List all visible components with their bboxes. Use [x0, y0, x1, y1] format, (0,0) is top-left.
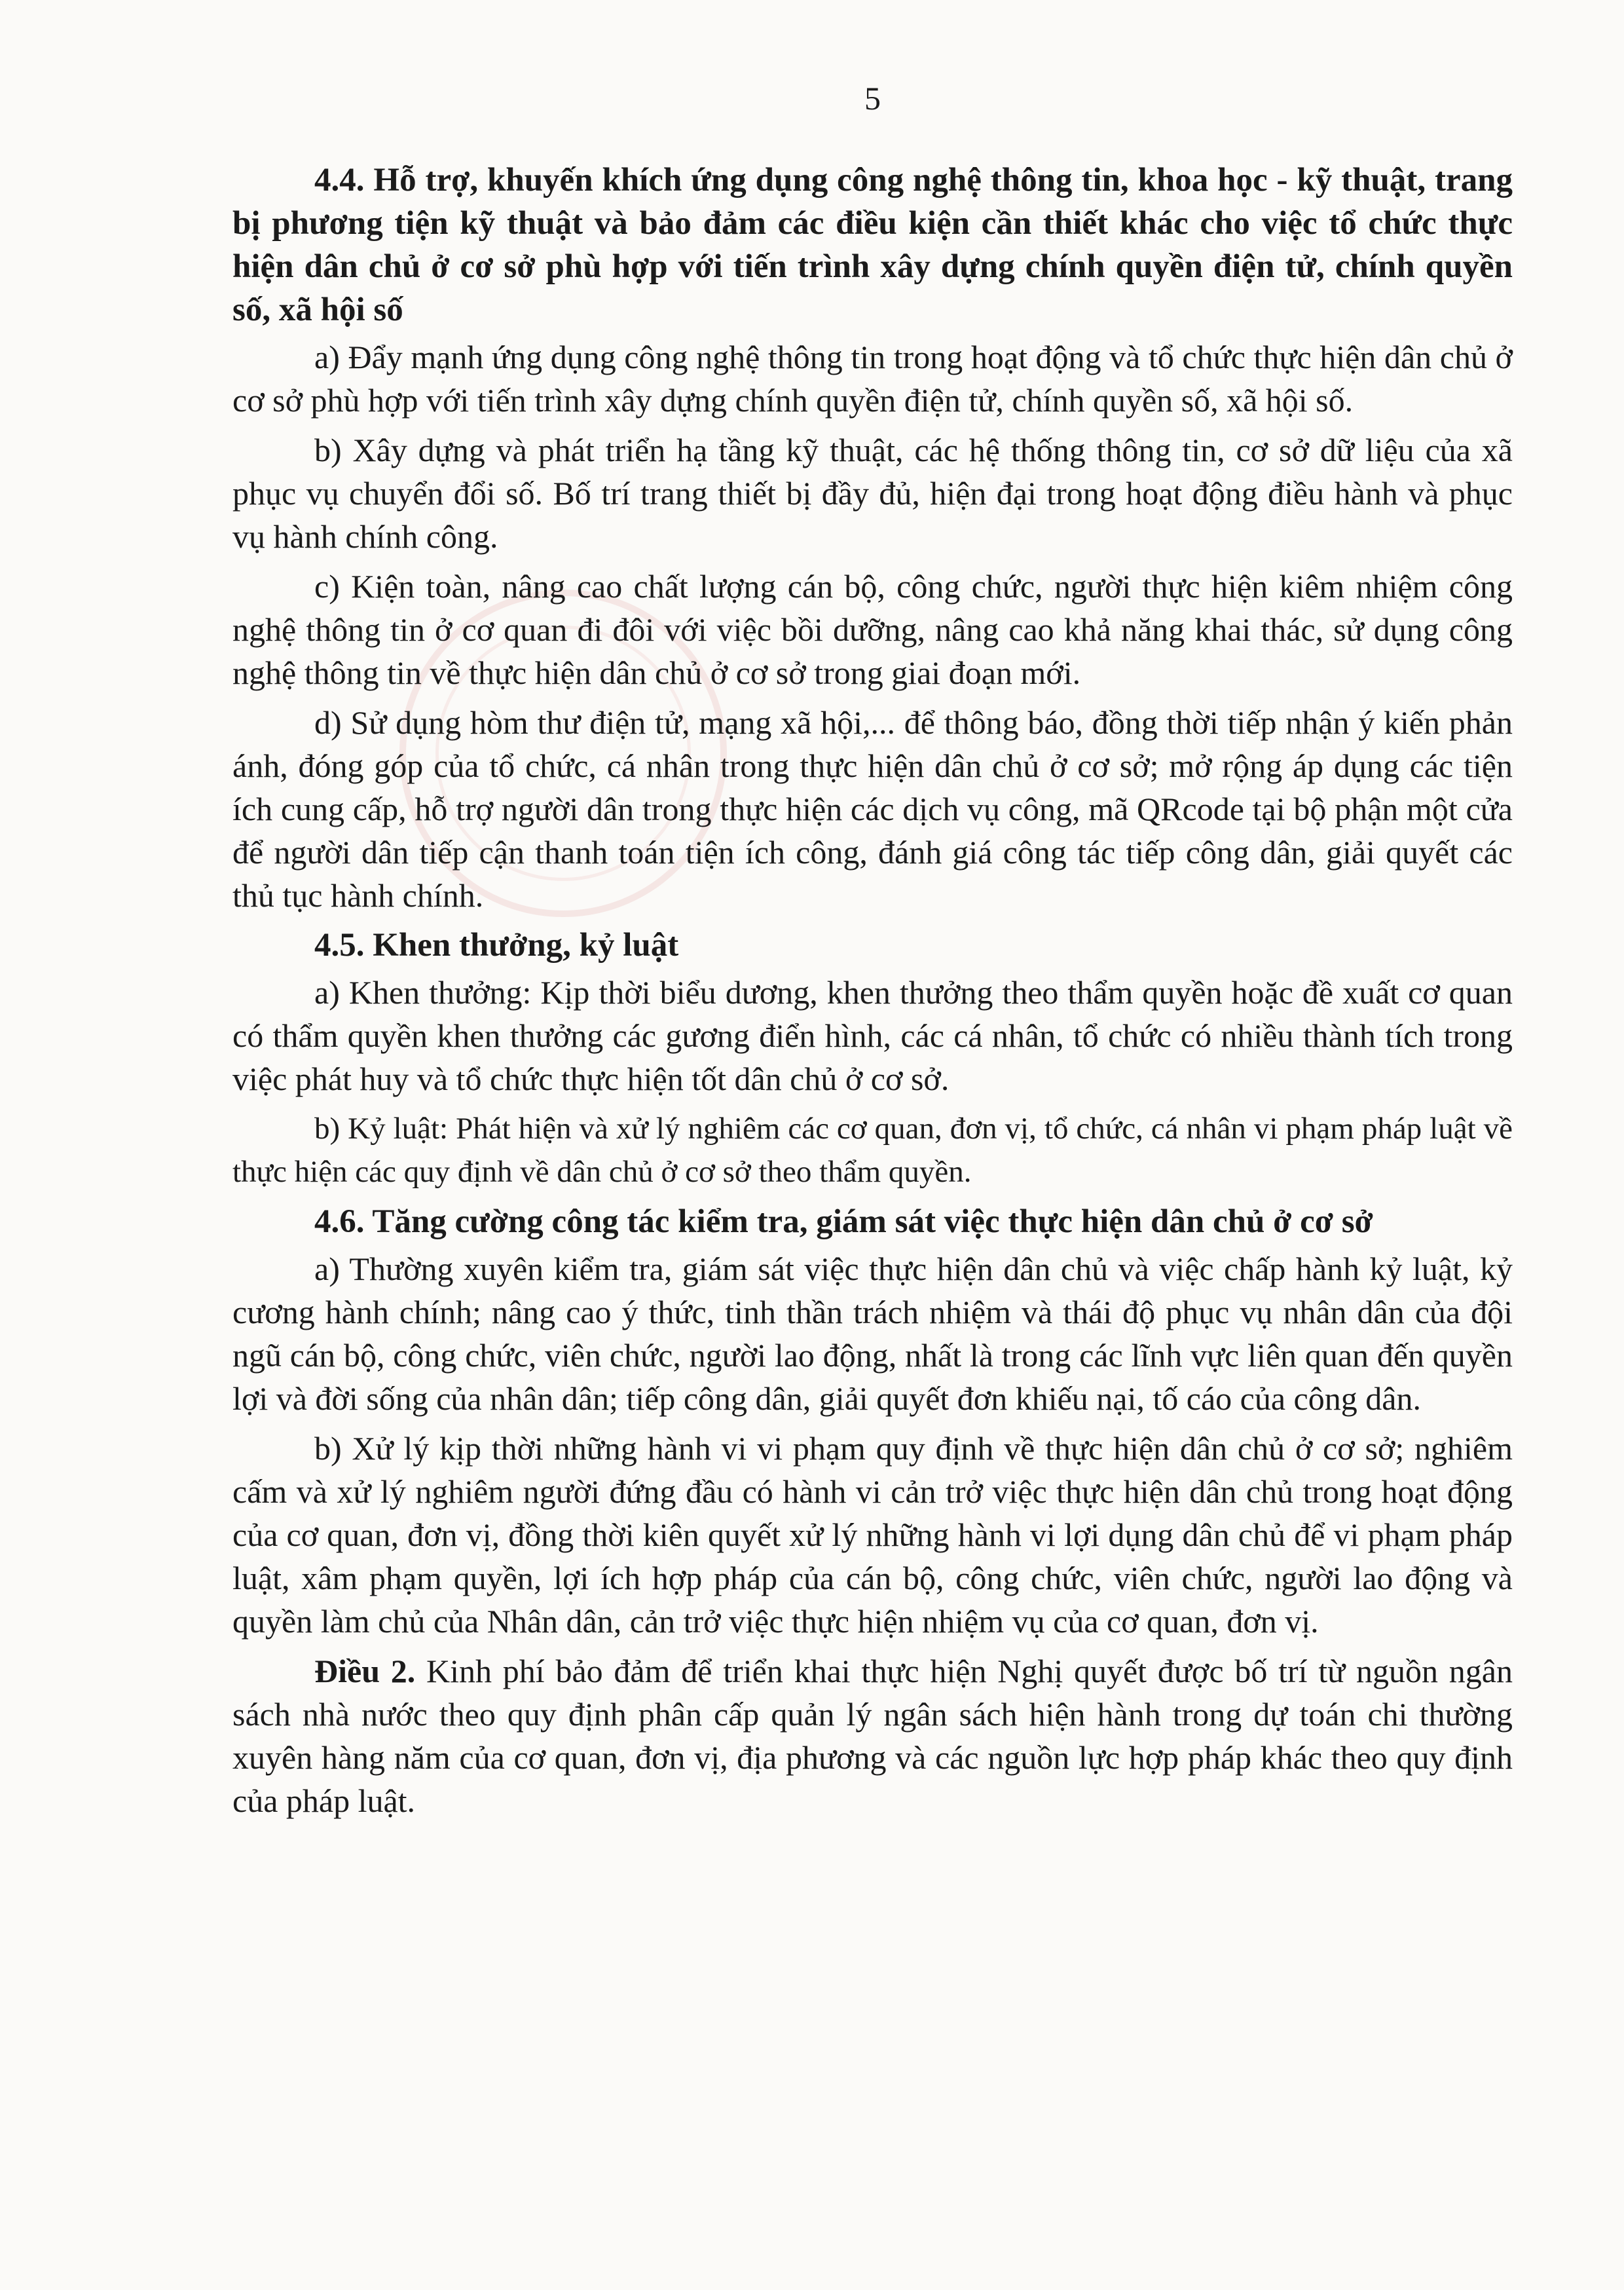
- paragraph: b) Xây dựng và phát triển hạ tầng kỹ thuật, các hệ thống thông tin, cơ sở dữ liệu của xã phục vụ chuyển đổi số. Bố trí trang thiết bị đầy đủ, hiện đại trong hoạt động điều hành và phục vụ hành chính công.: [232, 432, 1513, 555]
- paragraph: c) Kiện toàn, nâng cao chất lượng cán bộ, công chức, người thực hiện kiêm nhiệm công nghệ thông tin ở cơ quan đi đôi với việc bồi dưỡng, nâng cao khả năng khai thác, sử dụng công nghệ thông tin về thực hiện dân chủ ở cơ sở trong giai đoạn mới.: [232, 568, 1513, 691]
- paragraph: d) Sử dụng hòm thư điện tử, mạng xã hội,... để thông báo, đồng thời tiếp nhận ý kiến phản ánh, đóng góp của tổ chức, cá nhân trong thực hiện dân chủ ở cơ sở; mở rộng áp dụng các tiện ích cung cấp, hỗ trợ người dân trong thực hiện các dịch vụ công, mã QRcode tại bộ phận một cửa để người dân tiếp cận thanh toán tiện ích công, đánh giá công tác tiếp công dân, giải quyết các thủ tục hành chính.: [232, 704, 1513, 914]
- paragraph: a) Khen thưởng: Kịp thời biểu dương, khen thưởng theo thẩm quyền hoặc đề xuất cơ quan có thẩm quyền khen thưởng các gương điển hình, các cá nhân, tổ chức có nhiều thành tích trong việc phát huy và tổ chức thực hiện tốt dân chủ ở cơ sở.: [232, 974, 1513, 1097]
- section-heading: 4.6. Tăng cường công tác kiểm tra, giám sát việc thực hiện dân chủ ở cơ sở: [314, 1203, 1373, 1240]
- article-2-text: Kinh phí bảo đảm để triển khai thực hiện Nghị quyết được bố trí từ nguồn ngân sách nhà nước theo quy định phân cấp quản lý ngân sách hiện hành trong dự toán chi thường xuyên hàng năm của cơ quan, đơn vị, địa phương và các nguồn lực hợp pháp khác theo quy định của pháp luật.: [232, 1653, 1513, 1819]
- section-4-6: [232, 1200, 1513, 1643]
- article-2-label: Điều 2.: [314, 1653, 416, 1689]
- section-4-4: [232, 159, 1513, 917]
- paragraph: b) Kỷ luật: Phát hiện và xử lý nghiêm các cơ quan, đơn vị, tổ chức, cá nhân vi phạm pháp luật về thực hiện các quy định về dân chủ ở cơ sở theo thẩm quyền.: [232, 1112, 1513, 1189]
- page-number: 5: [864, 80, 881, 117]
- section-heading: 4.4. Hỗ trợ, khuyến khích ứng dụng công nghệ thông tin, khoa học - kỹ thuật, trang bị phương tiện kỹ thuật và bảo đảm các điều kiện cần thiết khác cho việc tổ chức thực hiện dân chủ ở cơ sở phù hợp với tiến trình xây dựng chính quyền điện tử, chính quyền số, xã hội số: [232, 162, 1513, 328]
- paragraph: a) Thường xuyên kiểm tra, giám sát việc thực hiện dân chủ và việc chấp hành kỷ luật, kỷ cương hành chính; nâng cao ý thức, tinh thần trách nhiệm và thái độ phục vụ nhân dân của đội ngũ cán bộ, công chức, viên chức, người lao động, nhất là trong các lĩnh vực liên quan đến quyền lợi và đời sống của nhân dân; tiếp công dân, giải quyết đơn khiếu nại, tố cáo của công dân.: [232, 1250, 1513, 1417]
- section-heading: 4.5. Khen thưởng, kỷ luật: [314, 927, 679, 964]
- section-4-5: [232, 924, 1513, 1193]
- article-2-paragraph: [232, 1649, 1513, 1822]
- paragraph: a) Đẩy mạnh ứng dụng công nghệ thông tin trong hoạt động và tổ chức thực hiện dân chủ ở cơ sở phù hợp với tiến trình xây dựng chính quyền điện tử, chính quyền số, xã hội số.: [232, 339, 1513, 419]
- document-page: [232, 79, 1513, 1829]
- paragraph: b) Xử lý kịp thời những hành vi vi phạm quy định về thực hiện dân chủ ở cơ sở; nghiêm cấm và xử lý nghiêm người đứng đầu có hành vi cản trở việc thực hiện dân chủ trong hoạt động của cơ quan, đơn vị, đồng thời kiên quyết xử lý những hành vi lợi dụng dân chủ để vi phạm pháp luật, xâm phạm quyền, lợi ích hợp pháp của cán bộ, công chức, viên chức, người lao động và quyền làm chủ của Nhân dân, cản trở việc thực hiện nhiệm vụ của cơ quan, đơn vị.: [232, 1430, 1513, 1640]
